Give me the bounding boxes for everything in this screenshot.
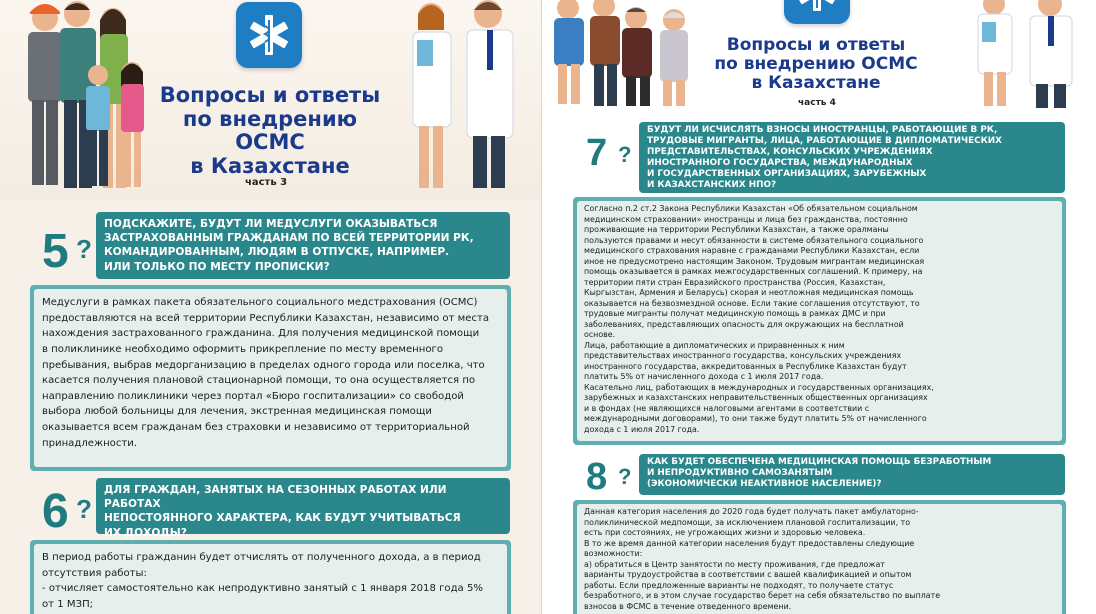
question-5-mark: ? [76,234,92,264]
question-7-mark: ? [618,142,632,167]
title-line: в Казахстане [751,73,881,94]
doctors-illustration [964,0,1096,112]
answer-6-box [30,540,511,614]
question-6-box [96,478,510,539]
answer-5-box [30,285,511,471]
question-8-box [639,454,1065,495]
question-7-number: 7 [586,132,608,174]
title-line: по внедрению ОСМС [714,54,918,75]
title-line: по внедрению ОСМС [182,106,358,155]
title-line: в Казахстане [190,153,350,178]
question-8-mark: ? [618,464,632,489]
right-page [546,0,1096,614]
question-5-number: 5 [42,225,69,278]
question-5-box [96,212,510,279]
question-6-mark: ? [76,494,92,524]
left-title [145,84,395,178]
question-8-number: 8 [586,456,608,498]
answer-8-text: Данная категория населения до 2020 года будет получать пакет амбулаторно- поликлинической медпомощи, за исключением плановой госпитализации, то есть при состояниях, не угрожающих жизни и здоровью человека. В то же время данной категории населения будут предоставлены следующие возможности: а) обратиться в Центр занятости по месту проживания, где предложат варианты трудоустройства в соответствии с вашей квалификацией и опытом работы. Если предложенные варианты не подходят, то получаете статус безработного, и в этом случае государство берет на себя обязательство по выплате взносов в ФСМС в течение отведенного времени. [584,507,941,611]
star-of-life-icon [794,0,840,14]
title-line: Вопросы и ответы [159,83,381,107]
doctors-illustration [403,0,538,195]
right-header [546,0,1096,112]
family-illustration [10,0,160,195]
answer-7-text: Согласно п.2 ст.2 Закона Республики Казахстан «Об обязательном социальном медицинском страховании» иностранцы и лица без гражданства, постоянно проживающие на территории Республики Казахстан, а также оралманы пользуются правами и несут обязанности в системе обязательного социального медицинского страхования наравне с гражданами Республики Казахстан, если иное не предусмотрено настоящим Законом. Трудовым мигрантам медицинская помощь оказывается в рамках межгосударственных соглашений. К примеру, на территории пяти стран Евразийского пространства (Россия, Казахстан, Кыргызстан, Армения и Беларусь) скорая и неотложная медицинская помощь оказывается на безвозмездной основе. Если такие соглашения отсутствуют, то трудовые мигранты получат медицинскую помощь в рамках ДМС и при заболеваниях, представляющих опасность для окружающих на бесплатной основе. Лица, работающие в дипломатических и приравненных к ним представительствах иностранного государства, консульских учреждениях иностранного государства, аккредитованных в Республике Казахстан будут платить 5% от начисленного дохода с 1 июля 2017 года. Касательно лиц, работающих в международных и государственных организациях, зарубежных и казахстанских неправительственных общественных организациях и в фондах (не являющихся налоговыми агентами в соответствии с международными договорами), то они также будут платить 5% от начисленного дохода с 1 июля 2017 года. [584,204,934,434]
right-title [696,36,936,93]
left-page [0,0,541,614]
answer-5-text: Медуслуги в рамках пакета обязательного социального медстрахования (ОСМС) предоставляются на всей территории Республики Казахстан, независимо от места нахождения застрахованного гражданина. Для получения медицинской помощи в поликлинике необходимо оформить прикрепление по месту временного пребывания, выбрав медорганизацию в пределах одного города или поселка, что касается получения плановой стационарной помощи, то она осуществляется по направлению поликлиники через портал «Бюро госпитализации» со свободой выбора любой больницы для лечения, экстренная медицинская помощи оказывается всем гражданам без страховки и независимо от территориальной принадлежности. [42,297,490,449]
answer-8-box [573,500,1066,614]
left-part-label: часть 3 [245,177,288,188]
right-part-label: часть 4 [798,98,836,108]
title-line: Вопросы и ответы [726,35,906,55]
osms-logo [784,0,850,24]
question-6-number: 6 [42,485,69,538]
osms-logo [236,2,302,68]
question-7-text: БУДУТ ЛИ ИСЧИСЛЯТЬ ВЗНОСЫ ИНОСТРАНЦЫ, РАБОТАЮЩИЕ В РК, ТРУДОВЫЕ МИГРАНТЫ, ЛИЦА, РАБОТАЮЩИЕ В ДИПЛОМАТИЧЕСКИХ ПРЕДСТАВИТЕЛЬСТВАХ, КОНСУЛЬСКИХ УЧРЕЖДЕНИЯХ ИНОСТРАННОГО ГОСУДАРСТВА, МЕЖДУНАРОДНЫХ И ГОСУДАРСТВЕННЫХ ОРГАНИЗАЦИЯХ, ЗАРУБЕЖНЫХ И КАЗАХСТАНСКИХ НПО? [647,125,1002,190]
left-header [0,0,541,200]
question-5-text: ПОДСКАЖИТЕ, БУДУТ ЛИ МЕДУСЛУГИ ОКАЗЫВАТЬСЯ ЗАСТРАХОВАННЫМ ГРАЖДАНАМ ПО ВСЕЙ ТЕРРИТОРИИ РК, КОМАНДИРОВАННЫМ, ЛЮДЯМ В ОТПУСКЕ, НАПРИМЕР. ИЛИ ТОЛЬКО ПО МЕСТУ ПРОПИСКИ? [104,218,474,273]
answer-6-text: В период работы гражданин будет отчислять от полученного дохода, а в период отсутствия работы: - отчисляет самостоятельно как непродуктивно занятый с 1 января 2018 года 5% от 1 МЗП; [42,552,483,610]
question-7-box [639,122,1065,193]
question-6-text: ДЛЯ ГРАЖДАН, ЗАНЯТЫХ НА СЕЗОННЫХ РАБОТАХ ИЛИ РАБОТАХ НЕПОСТОЯННОГО ХАРАКТЕРА, КАК БУДУТ УЧИТЫВАТЬСЯ ИХ ДОХОДЫ? [104,484,461,539]
star-of-life-icon [246,12,292,58]
elderly-family-illustration [546,0,696,112]
answer-7-box [573,197,1066,445]
question-8-text: КАК БУДЕТ ОБЕСПЕЧЕНА МЕДИЦИНСКАЯ ПОМОЩЬ БЕЗРАБОТНЫМ И НЕПРОДУКТИВНО САМОЗАНЯТЫМ (ЭКОНОМИЧЕСКИ НЕАКТИВНОЕ НАСЕЛЕНИЕ)? [647,457,992,489]
